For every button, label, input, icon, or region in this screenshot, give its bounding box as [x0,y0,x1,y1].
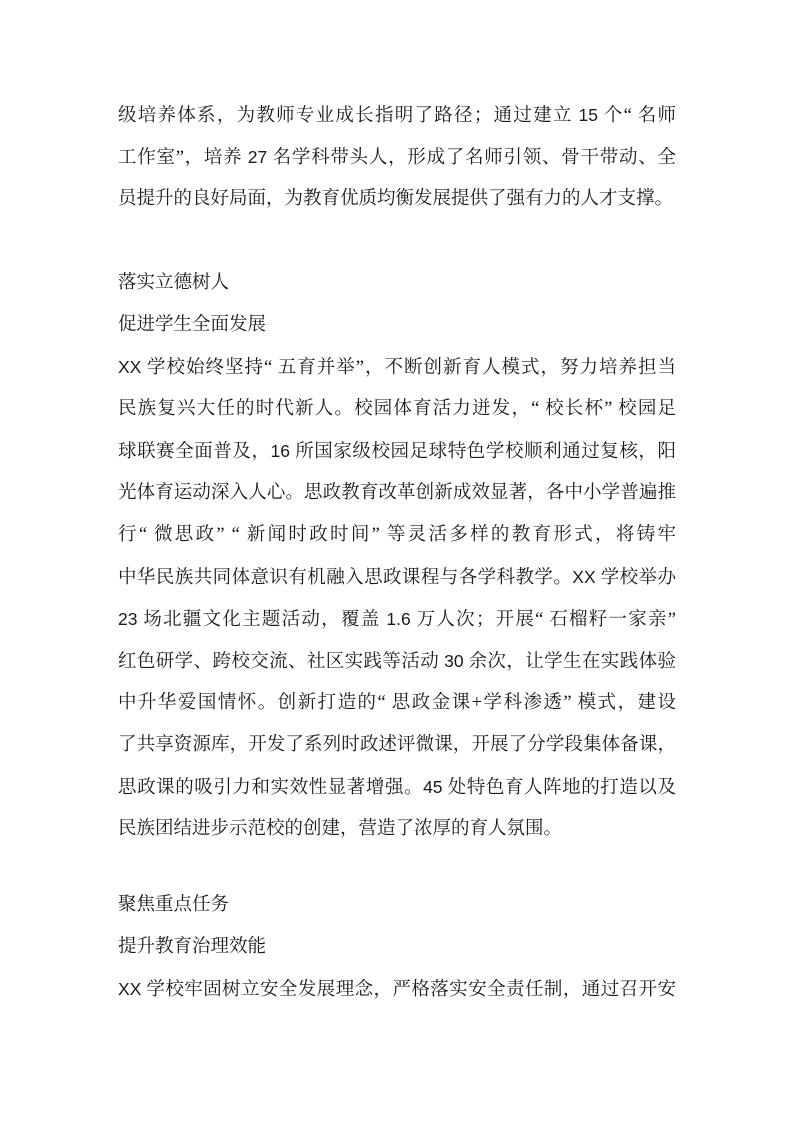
text-line: XX 学校牢固树立安全发展理念，严格落实安全责任制，通过召开安 [118,979,676,1000]
text-line: 球联赛全面普及，16 所国家级校园足球特色学校顺利通过复核，阳 [118,441,676,462]
continued-paragraph [118,94,676,220]
text-line: 23 场北疆文化主题活动，覆盖 1.6 万人次；开展“ 石榴籽一家亲” [118,609,676,630]
text-line: 了共享资源库，开发了系列时政述评微课，开展了分学段集体备课， [118,735,676,755]
section-paragraph [118,968,676,1010]
text-line: 中华民族共同体意识有机融入思政课程与各学科教学。XX 学校举办 [118,567,676,588]
text-line: 行“ 微思政” “ 新闻时政时间” 等灵活多样的教育形式，将铸牢 [118,525,676,545]
text-line: 中升华爱国情怀。创新打造的“ 思政金课+学科渗透” 模式，建设 [118,693,676,713]
inline-number: XX [572,567,596,587]
inline-number: 27 [247,147,268,167]
section-heading: 聚焦重点任务 [118,895,230,915]
inline-number: 1.6 [386,609,411,629]
text-line: 民族团结进步示范校的创建，营造了浓厚的育人氛围。 [118,819,563,839]
section-moral-education [118,262,676,850]
inline-number: 16 [270,441,291,461]
section-subheading: 促进学生全面发展 [118,315,267,335]
text-line: 级培养体系，为教师专业成长指明了路径；通过建立 15 个“ 名师 [118,105,676,126]
inline-number: XX [118,979,142,999]
section-paragraph [118,346,676,850]
section-key-tasks [118,884,676,1010]
section-heading: 落实立德树人 [118,273,230,293]
inline-number: XX [118,357,142,377]
inline-number: 30 [444,651,464,671]
text-line: 红色研学、跨校交流、社区实践等活动 30 余次，让学生在实践体验 [118,651,676,672]
text-line: 民族复兴大任的时代新人。校园体育活力迸发，“ 校长杯” 校园足 [118,399,676,419]
text-line: 光体育运动深入人心。思政教育改革创新成效显著，各中小学普遍推 [118,483,676,503]
inline-number: 45 [423,777,443,797]
text-line: 工作室”，培养 27 名学科带头人，形成了名师引领、骨干带动、全 [118,147,676,168]
section-subheading: 提升教育治理效能 [118,937,267,957]
blank-line [118,220,676,262]
inline-number: 15 [578,105,598,125]
inline-number: 23 [118,609,138,629]
blank-line [118,850,676,884]
text-line: 员提升的良好局面，为教育优质均衡发展提供了强有力的人才支撑。 [118,189,674,209]
text-line: 思政课的吸引力和实效性显著增强。45 处特色育人阵地的打造以及 [118,777,676,798]
text-line: XX 学校始终坚持“ 五育并举”，不断创新育人模式，努力培养担当 [118,357,676,378]
